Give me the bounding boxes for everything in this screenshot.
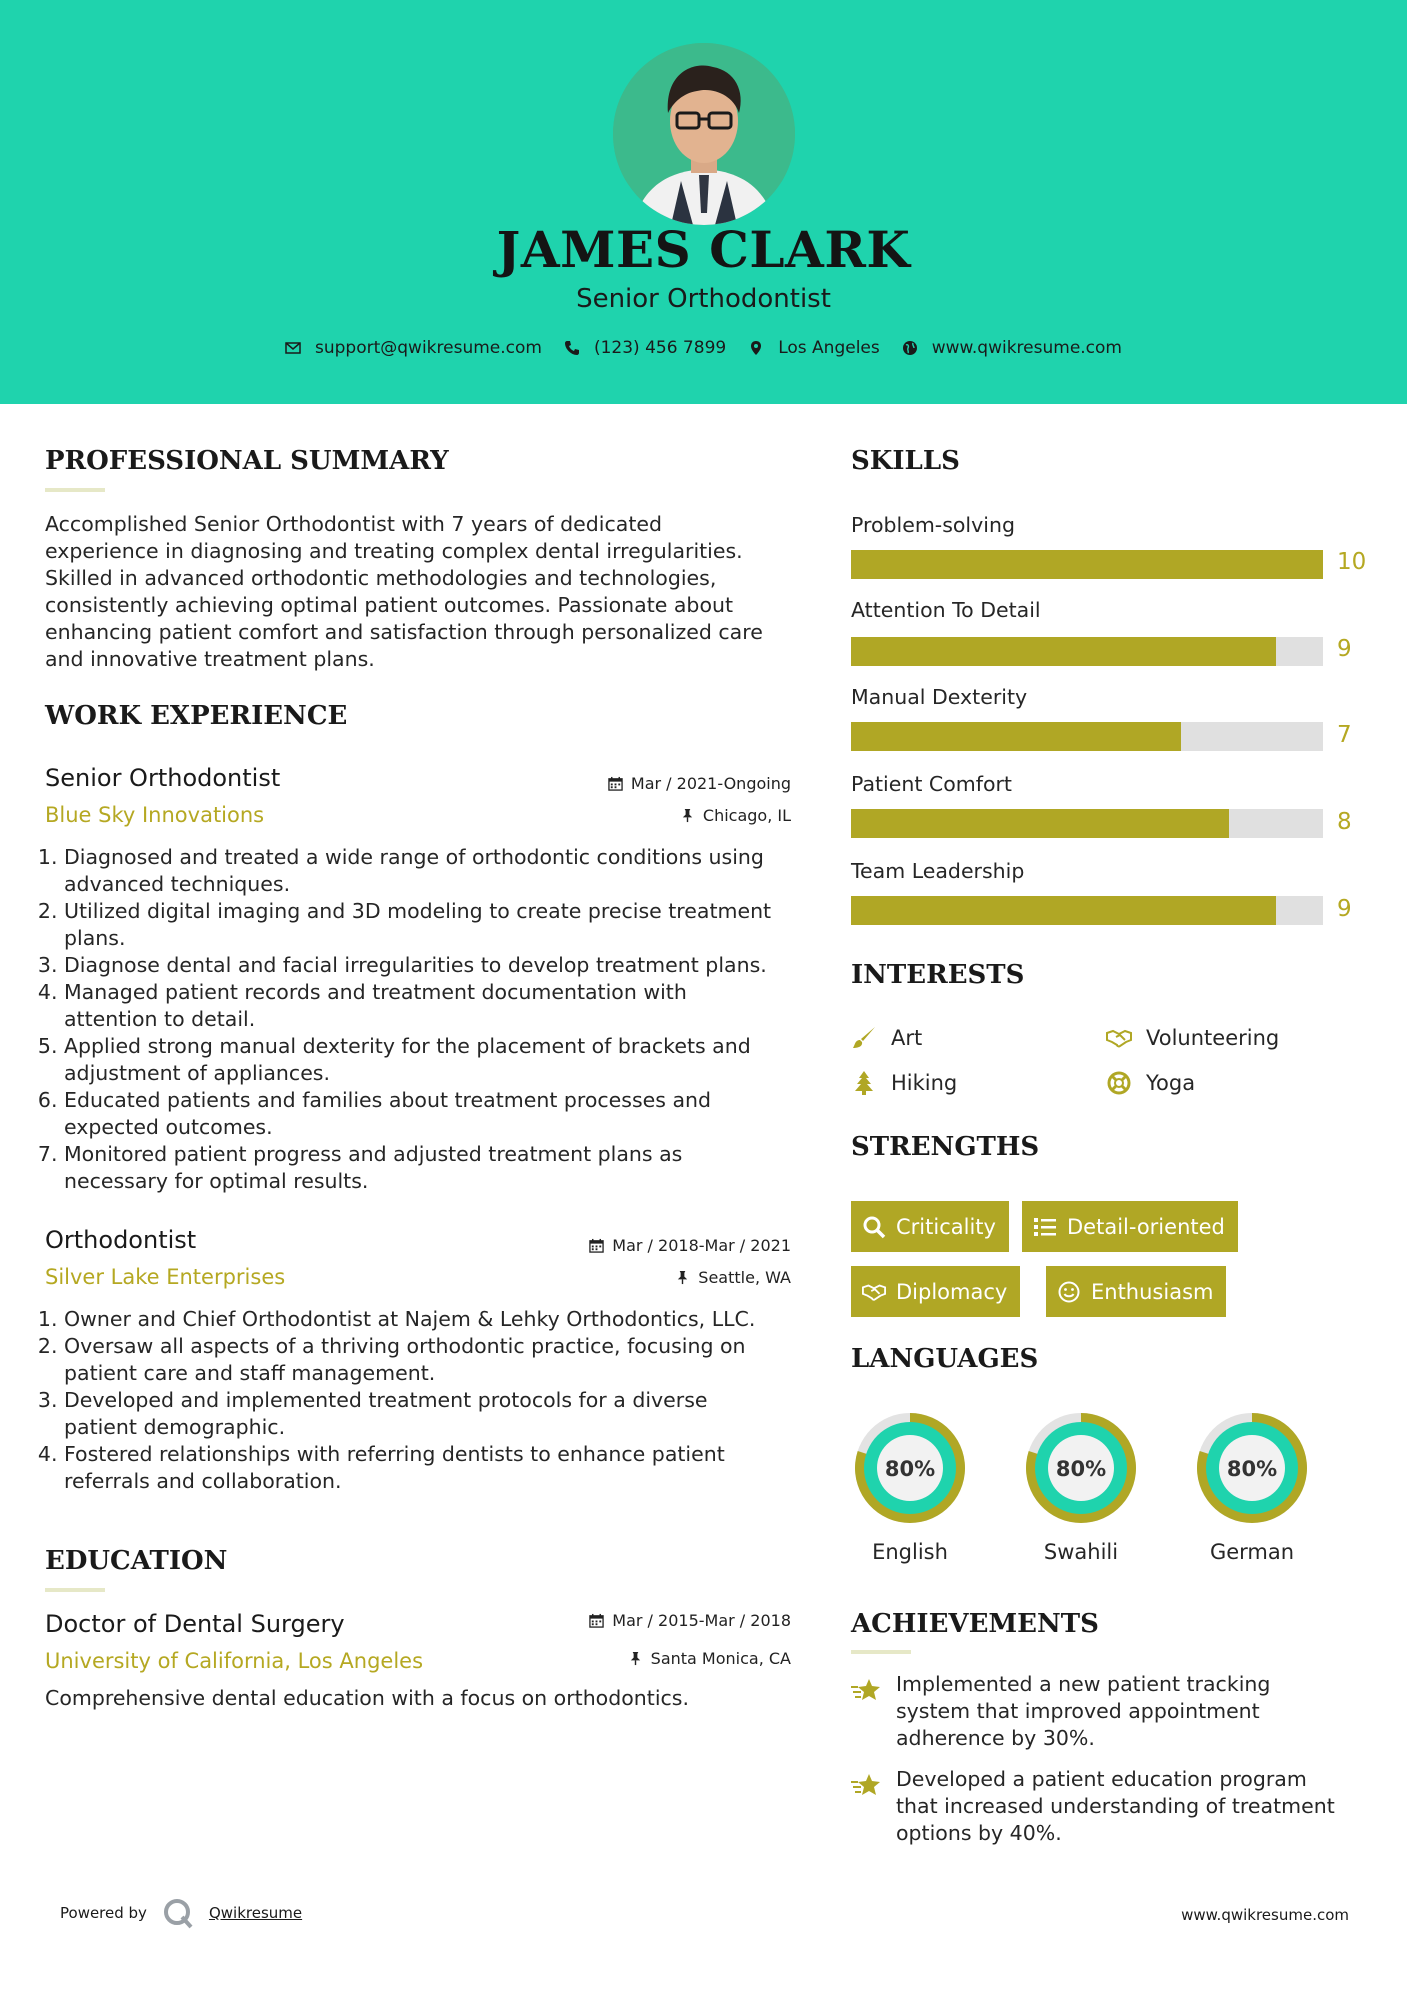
- degree-title: Doctor of Dental Surgery: [45, 1610, 345, 1638]
- skill-value: 9: [1337, 636, 1352, 662]
- section-heading-work: WORK EXPERIENCE: [45, 701, 348, 731]
- skill-bar-track: [851, 809, 1323, 838]
- education-date: Mar / 2015-Mar / 2018: [589, 1611, 791, 1630]
- list-item: 3. Developed and implemented treatment protocols for a diverse patient demographic.: [64, 1387, 805, 1441]
- job-company: Silver Lake Enterprises: [45, 1265, 286, 1289]
- contact-phone[interactable]: [564, 338, 726, 358]
- calendar-icon: [589, 1238, 604, 1253]
- job-duties-list: [45, 1306, 805, 1495]
- star-award-icon: [850, 1675, 882, 1707]
- life-ring-icon: [1106, 1070, 1132, 1096]
- language-item: [848, 1406, 972, 1564]
- location-text: Los Angeles: [778, 338, 880, 358]
- skill-name: Attention To Detail: [851, 598, 1041, 622]
- language-name: Swahili: [1043, 1540, 1119, 1564]
- envelope-icon: [285, 340, 301, 356]
- pushpin-icon: [680, 808, 695, 823]
- language-item: [1190, 1406, 1314, 1564]
- job-date: Mar / 2018-Mar / 2021: [589, 1236, 791, 1255]
- interest-item: Art: [851, 1025, 922, 1051]
- search-icon: [862, 1215, 886, 1239]
- section-heading-skills: SKILLS: [851, 446, 960, 476]
- education-description: Comprehensive dental education with a focus on orthodontics.: [45, 1686, 689, 1710]
- skill-bar-fill: [851, 550, 1323, 579]
- list-item: 3. Diagnose dental and facial irregularities to develop treatment plans.: [64, 952, 805, 979]
- list-item: 1. Diagnosed and treated a wide range of orthodontic conditions using advanced techniques.: [64, 844, 805, 898]
- achievement-item: Implemented a new patient tracking system that improved appointment adherence by 30%.: [850, 1671, 1370, 1752]
- job-title: Orthodontist: [45, 1226, 197, 1254]
- skill-bar-fill: [851, 809, 1229, 838]
- skill-value: 9: [1337, 896, 1352, 922]
- skill-bar-fill: [851, 722, 1181, 751]
- language-ring: [1190, 1406, 1314, 1530]
- skill-bar-track: [851, 637, 1323, 666]
- list-item: 4. Managed patient records and treatment documentation with attention to detail.: [64, 979, 805, 1033]
- contact-bar: [0, 338, 1407, 358]
- skill-name: Problem-solving: [851, 513, 1015, 537]
- education-location: Santa Monica, CA: [628, 1649, 791, 1668]
- list-item: 7. Monitored patient progress and adjusted treatment plans as necessary for optimal results.: [64, 1141, 805, 1195]
- list-item: 2. Utilized digital imaging and 3D modeling to create precise treatment plans.: [64, 898, 805, 952]
- skill-name: Team Leadership: [851, 859, 1025, 883]
- footer-website[interactable]: www.qwikresume.com: [1181, 1906, 1349, 1924]
- contact-location: [748, 338, 880, 358]
- skill-name: Manual Dexterity: [851, 685, 1028, 709]
- strength-badge: Diplomacy: [851, 1266, 1020, 1317]
- candidate-title: Senior Orthodontist: [576, 284, 831, 314]
- globe-icon: [902, 340, 918, 356]
- list-item: 2. Oversaw all aspects of a thriving orthodontic practice, focusing on patient care and staff management.: [64, 1333, 805, 1387]
- pushpin-icon: [628, 1651, 643, 1666]
- heading-underline: [45, 1588, 105, 1592]
- handshake-icon: [1106, 1025, 1132, 1051]
- heading-underline: [45, 488, 105, 492]
- section-heading-languages: LANGUAGES: [851, 1344, 1039, 1374]
- pushpin-icon: [675, 1270, 690, 1285]
- phone-text: (123) 456 7899: [593, 338, 727, 358]
- skill-bar-track: [851, 722, 1323, 751]
- calendar-icon: [608, 776, 623, 791]
- list-item: 4. Fostered relationships with referring dentists to enhance patient referrals and collaboration.: [64, 1441, 805, 1495]
- list-item: 6. Educated patients and families about treatment processes and expected outcomes.: [64, 1087, 805, 1141]
- skill-bar-fill: [851, 637, 1276, 666]
- job-company: Blue Sky Innovations: [45, 803, 265, 827]
- brand-link[interactable]: Qwikresume: [208, 1904, 303, 1922]
- phone-icon: [564, 340, 580, 356]
- strength-badge: Enthusiasm: [1046, 1266, 1226, 1317]
- qwikresume-logo-icon: [161, 1896, 195, 1930]
- paintbrush-icon: [851, 1025, 877, 1051]
- candidate-name: JAMES CLARK: [496, 220, 911, 279]
- skill-bar-track: [851, 550, 1323, 579]
- interest-item: Volunteering: [1106, 1025, 1279, 1051]
- summary-text: Accomplished Senior Orthodontist with 7 years of dedicated experience in diagnosing and treating complex dental irregularities. Skilled in advanced orthodontic methodologies and technologies, consistently achieving optimal patient outcomes. Passionate about enhancing patient comfort and satisfaction through personalized care and innovative treatment plans.: [45, 512, 763, 671]
- language-ring: [1019, 1406, 1143, 1530]
- section-heading-education: EDUCATION: [45, 1546, 228, 1576]
- skill-value: 10: [1337, 549, 1367, 575]
- job-date: Mar / 2021-Ongoing: [608, 774, 791, 793]
- strength-badge: Detail-oriented: [1022, 1201, 1238, 1252]
- job-duties-list: [45, 844, 805, 1195]
- skill-bar-track: [851, 896, 1323, 925]
- contact-website[interactable]: [902, 338, 1122, 358]
- skill-bar-fill: [851, 896, 1276, 925]
- language-percent-label: 80%: [1055, 1457, 1107, 1481]
- footer-powered-by: Powered by Qwikresume: [60, 1896, 302, 1930]
- language-percent-label: 80%: [1226, 1457, 1278, 1481]
- section-heading-achievements: ACHIEVEMENTS: [851, 1609, 1099, 1639]
- star-award-icon: [850, 1770, 882, 1802]
- smile-icon: [1057, 1280, 1081, 1304]
- list-item: 1. Owner and Chief Orthodontist at Najem & Lehky Orthodontics, LLC.: [64, 1306, 805, 1333]
- contact-email[interactable]: [285, 338, 542, 358]
- skill-name: Patient Comfort: [851, 772, 1012, 796]
- interest-item: Hiking: [851, 1070, 957, 1096]
- list-icon: [1033, 1215, 1057, 1239]
- list-item: 5. Applied strong manual dexterity for the placement of brackets and adjustment of appliances.: [64, 1033, 805, 1087]
- section-heading-interests: INTERESTS: [851, 960, 1025, 990]
- section-heading-summary: PROFESSIONAL SUMMARY: [45, 446, 449, 476]
- email-text: support@qwikresume.com: [315, 338, 542, 358]
- interest-item: Yoga: [1106, 1070, 1195, 1096]
- job-location: Seattle, WA: [675, 1268, 791, 1287]
- calendar-icon: [589, 1613, 604, 1628]
- language-ring: [848, 1406, 972, 1530]
- tree-icon: [851, 1070, 877, 1096]
- strength-badge: Criticality: [851, 1201, 1009, 1252]
- skill-value: 8: [1337, 809, 1352, 835]
- profile-photo: [613, 43, 795, 225]
- language-name: German: [1209, 1540, 1295, 1564]
- resume-header: [0, 0, 1407, 404]
- map-marker-icon: [748, 340, 764, 356]
- skill-value: 7: [1337, 722, 1352, 748]
- school-name: University of California, Los Angeles: [45, 1649, 424, 1673]
- job-title: Senior Orthodontist: [45, 764, 281, 792]
- handshake-icon: [862, 1280, 886, 1304]
- job-location: Chicago, IL: [680, 806, 791, 825]
- heading-underline: [851, 1650, 911, 1654]
- language-name: English: [872, 1540, 948, 1564]
- language-item: [1019, 1406, 1143, 1564]
- section-heading-strengths: STRENGTHS: [851, 1132, 1040, 1162]
- website-text: www.qwikresume.com: [931, 338, 1122, 358]
- achievement-item: Developed a patient education program that increased understanding of treatment options by 40%.: [850, 1766, 1370, 1847]
- language-percent-label: 80%: [884, 1457, 936, 1481]
